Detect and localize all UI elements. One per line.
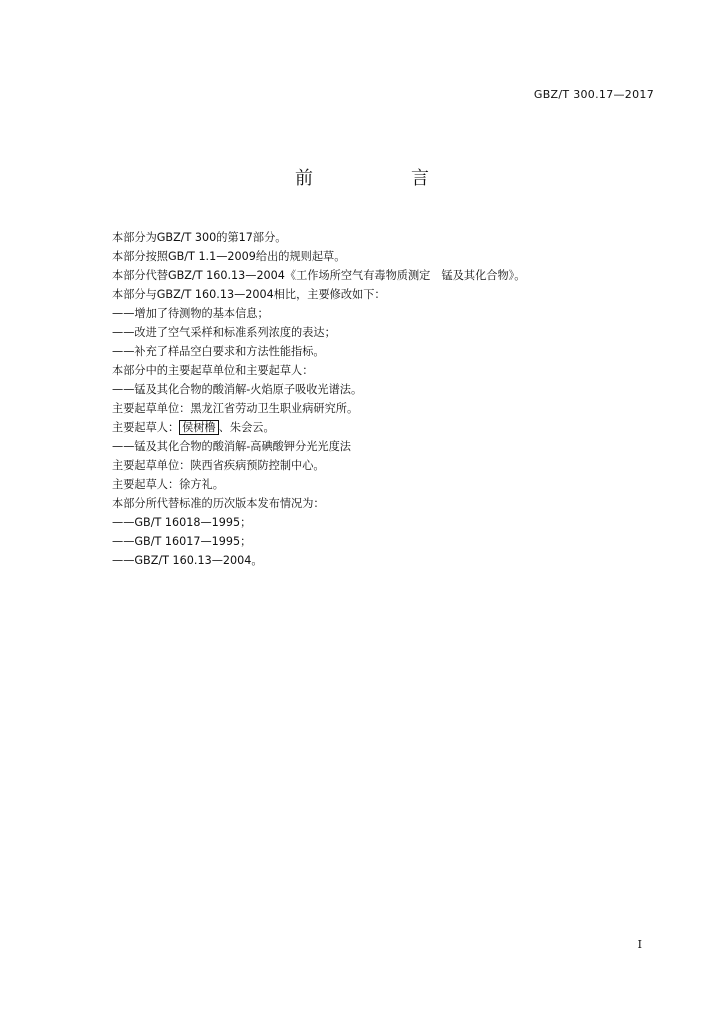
list-item: ——锰及其化合物的酸消解-高碘酸钾分光光度法 [112,440,351,453]
list-item: ——GBZ/T 160.13—2004。 [112,554,263,567]
paragraph-line: 主要起草单位：陕西省疾病预防控制中心。 [112,459,325,472]
drafters-line [112,418,672,437]
foreword-body [112,228,672,570]
paragraph-line: 本部分代替GBZ/T 160.13—2004《工作场所空气有毒物质测定 锰及其化合物》。 [112,269,526,282]
drafters-prefix: 主要起草人： [112,421,180,434]
page-title: 前 言 [295,168,469,189]
list-item: ——增加了待测物的基本信息； [112,307,269,320]
paragraph-line: 本部分与GBZ/T 160.13—2004相比，主要修改如下： [112,288,386,301]
list-item: ——锰及其化合物的酸消解-火焰原子吸收光谱法。 [112,383,363,396]
paragraph-line: 主要起草单位：黑龙江省劳动卫生职业病研究所。 [112,402,359,415]
list-item: ——GB/T 16017—1995； [112,535,252,548]
list-item: ——改进了空气采样和标准系列浓度的表达； [112,326,336,339]
standard-code: GBZ/T 300.17—2017 [533,88,654,101]
paragraph-line: 主要起草人：徐方礼。 [112,478,224,491]
list-item: ——补充了样品空白要求和方法性能指标。 [112,345,325,358]
page-number: I [637,938,642,951]
paragraph-line: 本部分按照GB/T 1.1—2009给出的规则起草。 [112,250,346,263]
highlighted-name: 侯树橹 [179,420,219,435]
list-item: ——GB/T 16018—1995； [112,516,252,529]
paragraph-line: 本部分所代替标准的历次版本发布情况为： [112,497,325,510]
paragraph-line: 本部分为GBZ/T 300的第17部分。 [112,231,287,244]
paragraph-line: 本部分中的主要起草单位和主要起草人： [112,364,314,377]
drafters-suffix: 、朱会云。 [218,421,275,434]
